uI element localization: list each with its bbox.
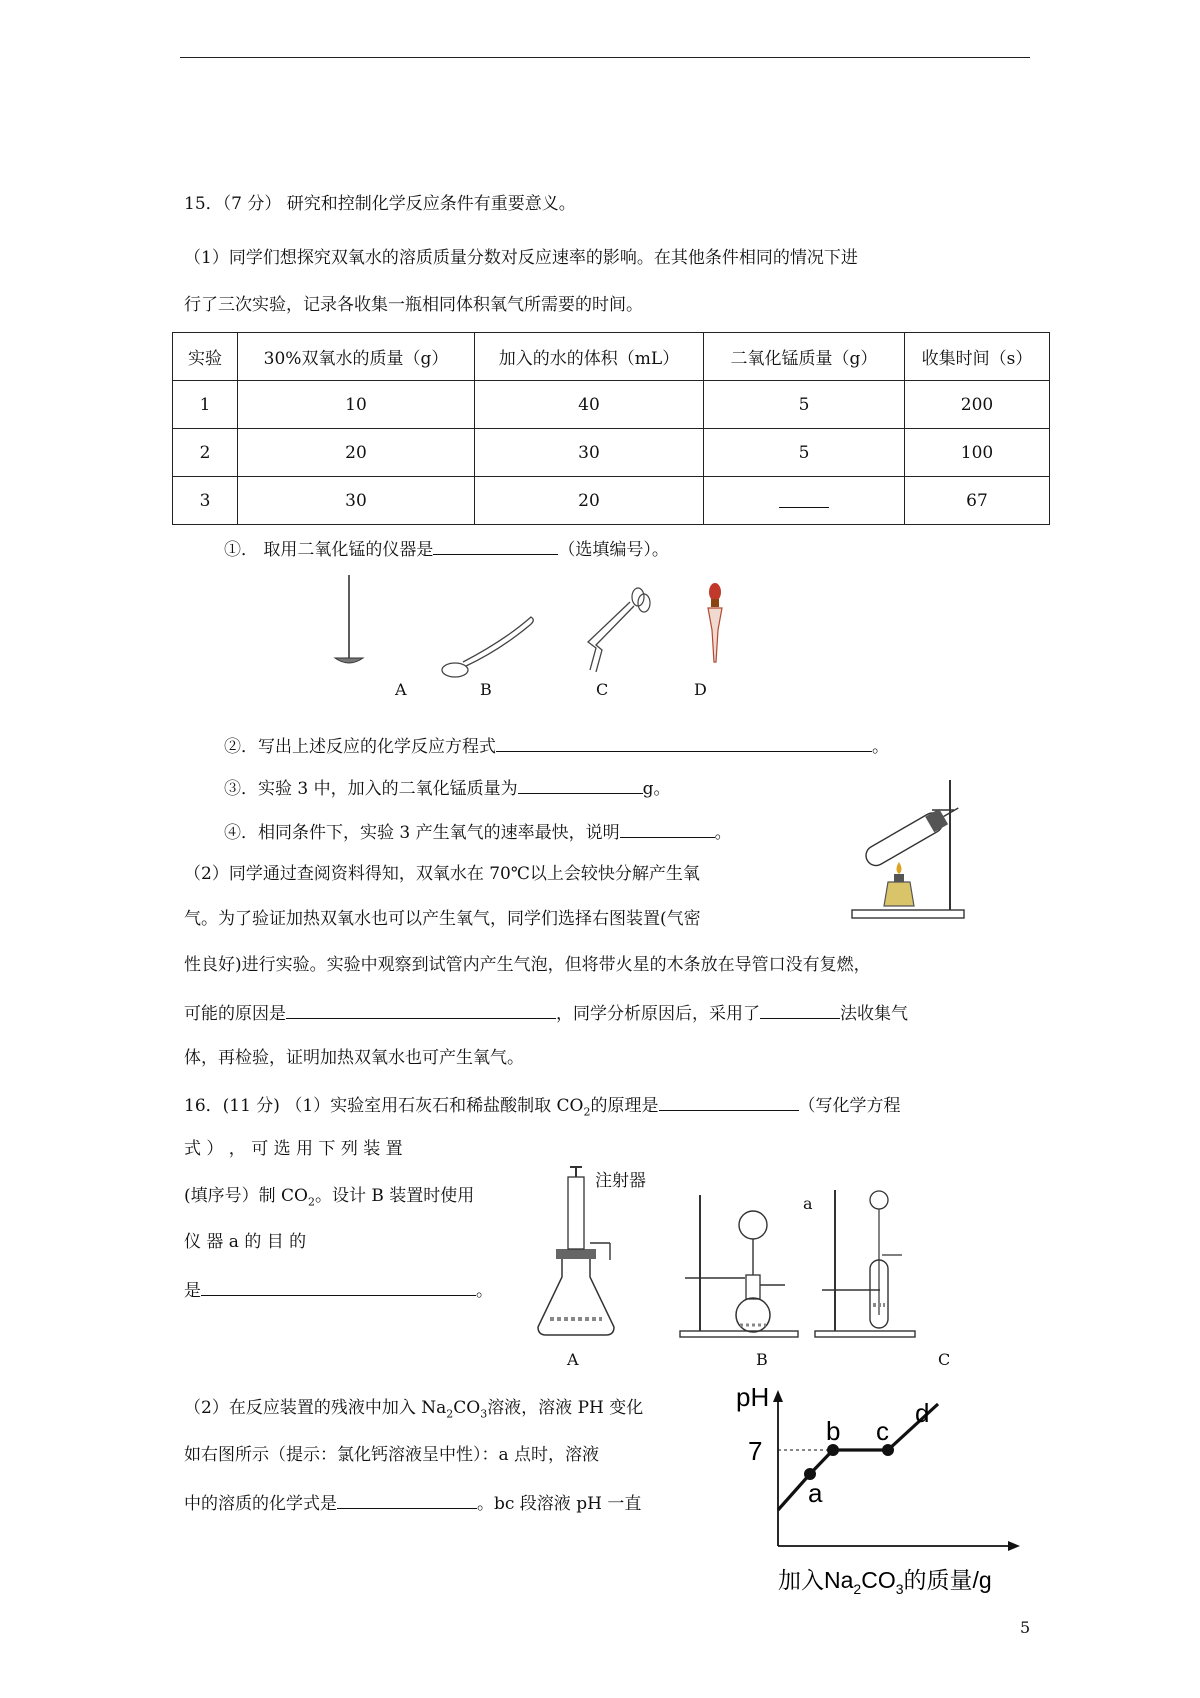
q16-p2-line3-tail: 。bc 段溶液 pH 一直 bbox=[477, 1494, 642, 1514]
instrument-label: C bbox=[596, 680, 609, 699]
q15-p2-line2: 气。为了验证加热双氧水也可以产生氧气，同学们选择右图装置(气密 bbox=[184, 909, 701, 929]
q16-line2: 式 ） ， 可 选 用 下 列 装 置 bbox=[184, 1139, 403, 1159]
q15-s2-text: ②．写出上述反应的化学反应方程式 bbox=[224, 737, 496, 757]
q15-title: 15．（7 分） 研究和控制化学反应条件有重要意义。 bbox=[184, 194, 576, 214]
tongs-icon bbox=[588, 588, 650, 672]
table-header: 收集时间（s） bbox=[905, 333, 1050, 381]
q16-line4: 仪 器 a 的 目 的 bbox=[184, 1232, 307, 1252]
point-label-c: c bbox=[876, 1416, 889, 1446]
apparatus-a bbox=[538, 1167, 614, 1335]
table-cell: 5 bbox=[704, 429, 905, 477]
subscript: 2 bbox=[583, 1105, 591, 1119]
alcohol-lamp-icon bbox=[884, 862, 914, 906]
q15-s3-text: ③．实验 3 中，加入的二氧化锰质量为 bbox=[224, 779, 518, 799]
subscript: 2 bbox=[307, 1195, 315, 1209]
gas-apparatus-figure bbox=[530, 1165, 1000, 1350]
table-cell: 2 bbox=[173, 429, 238, 477]
q16-line1 bbox=[184, 1092, 901, 1124]
q16-line3 bbox=[184, 1184, 474, 1214]
q15-s4 bbox=[224, 819, 732, 845]
instrument-label: B bbox=[480, 680, 492, 699]
x-axis-label bbox=[778, 1567, 992, 1597]
answer-blank[interactable] bbox=[620, 819, 715, 838]
page-number: 5 bbox=[1020, 1618, 1031, 1637]
point-label-a: a bbox=[808, 1478, 823, 1508]
q15-s1 bbox=[224, 536, 669, 562]
q16-line5-tail: 。 bbox=[476, 1281, 493, 1301]
answer-blank[interactable] bbox=[760, 1000, 840, 1019]
q16-p2-line1-mid: CO bbox=[453, 1398, 481, 1418]
syringe-label: 注射器 bbox=[595, 1171, 646, 1191]
q15-p1-line1: （1）同学们想探究双氧水的溶质质量分数对反应速率的影响。在其他条件相同的情况下进 bbox=[184, 248, 858, 268]
q16-line1-tail: （写化学方程 bbox=[798, 1096, 901, 1116]
table-header: 加入的水的体积（mL） bbox=[475, 333, 704, 381]
table-cell: 10 bbox=[238, 381, 475, 429]
apparatus-label: B bbox=[756, 1350, 768, 1369]
q16-p2-line2: 如右图所示（提示：氯化钙溶液呈中性）：a 点时，溶液 bbox=[184, 1445, 600, 1465]
answer-blank[interactable] bbox=[496, 733, 872, 752]
apparatus-c bbox=[815, 1190, 915, 1337]
table-header-row bbox=[173, 333, 1050, 381]
q15-p1-line2: 行了三次实验，记录各收集一瓶相同体积氧气所需要的时间。 bbox=[184, 295, 643, 315]
point-label-d: d bbox=[915, 1398, 930, 1428]
x-axis-label-part: 加入Na bbox=[778, 1567, 854, 1593]
q16-line3-text: (填序号）制 CO bbox=[184, 1186, 308, 1206]
y-axis-arrow bbox=[773, 1390, 783, 1402]
heating-apparatus-figure bbox=[850, 778, 970, 928]
table-cell: 30 bbox=[475, 429, 704, 477]
header-rule bbox=[180, 57, 1030, 58]
q15-s4-tail: 。 bbox=[714, 823, 732, 843]
instruments-figure bbox=[330, 570, 730, 710]
table-header: 二氧化锰质量（g） bbox=[704, 333, 905, 381]
table-row bbox=[173, 477, 1050, 525]
instrument-label: A bbox=[395, 680, 407, 699]
instrument-label: D bbox=[694, 680, 707, 699]
table-row bbox=[173, 429, 1050, 477]
x-axis-arrow bbox=[1008, 1541, 1020, 1551]
answer-blank[interactable] bbox=[659, 1092, 799, 1111]
q15-p2-line1: （2）同学通过查阅资料得知，双氧水在 70℃以上会较快分解产生氧 bbox=[184, 864, 700, 884]
q16-p2-line3-text: 中的溶质的化学式是 bbox=[184, 1494, 337, 1514]
y-reference-label: 7 bbox=[748, 1436, 763, 1466]
q16-p2-line1-tail: 溶液，溶液 PH 变化 bbox=[487, 1398, 644, 1418]
q15-p2-line5: 体，再检验，证明加热双氧水也可产生氧气。 bbox=[184, 1048, 524, 1068]
q15-p2-line4-text: 可能的原因是 bbox=[184, 1004, 286, 1024]
table-cell: 67 bbox=[905, 477, 1050, 525]
x-axis-label-part: 的质量/g bbox=[903, 1567, 992, 1593]
x-axis-label-part: CO bbox=[861, 1567, 896, 1593]
q16-line5-text: 是 bbox=[184, 1281, 201, 1301]
point-label-b: b bbox=[826, 1416, 841, 1446]
q15-s3 bbox=[224, 775, 671, 801]
table-row bbox=[173, 381, 1050, 429]
separating-funnel-icon bbox=[739, 1211, 767, 1239]
q16-p2-line1-text: （2）在反应装置的残液中加入 Na bbox=[184, 1398, 447, 1418]
table-cell: 200 bbox=[905, 381, 1050, 429]
table-cell: 20 bbox=[475, 477, 704, 525]
table-header: 30%双氧水的质量（g） bbox=[238, 333, 475, 381]
spoon-icon bbox=[335, 575, 363, 663]
spatula-icon bbox=[442, 617, 533, 677]
apparatus-label: A bbox=[567, 1350, 579, 1369]
experiment-table bbox=[172, 332, 1050, 525]
q15-s2 bbox=[224, 733, 889, 759]
q16-p2-line1 bbox=[184, 1396, 643, 1426]
ph-chart bbox=[730, 1380, 1030, 1610]
q16-line1-mid: 的原理是 bbox=[590, 1096, 659, 1116]
q15-p2-line4-mid: ，同学分析原因后，采用了 bbox=[556, 1004, 760, 1024]
stand-base bbox=[852, 910, 964, 918]
subscript: 3 bbox=[480, 1407, 488, 1421]
answer-blank[interactable] bbox=[201, 1277, 476, 1296]
dropper-icon bbox=[708, 583, 722, 662]
answer-blank[interactable] bbox=[518, 775, 643, 794]
x-axis-label-sub: 2 bbox=[853, 1581, 862, 1597]
table-cell: 30 bbox=[238, 477, 475, 525]
q16-line3-tail: 。设计 B 装置时使用 bbox=[314, 1186, 475, 1206]
x-axis-label-sub: 3 bbox=[895, 1581, 904, 1597]
y-axis-label: pH bbox=[736, 1382, 770, 1412]
apparatus-b bbox=[680, 1195, 798, 1337]
table-cell: 40 bbox=[475, 381, 704, 429]
q15-s3-tail: g。 bbox=[642, 779, 671, 799]
table-cell-blank[interactable] bbox=[704, 477, 905, 525]
table-cell: 3 bbox=[173, 477, 238, 525]
q15-s1-text: ①． 取用二氧化锰的仪器是 bbox=[224, 540, 434, 560]
table-cell: 5 bbox=[704, 381, 905, 429]
q16-p2-line3 bbox=[184, 1490, 641, 1516]
q15-p2-line4-tail: 法收集气 bbox=[840, 1004, 908, 1024]
q15-s4-text: ④．相同条件下，实验 3 产生氧气的速率最快，说明 bbox=[224, 823, 620, 843]
answer-blank[interactable] bbox=[337, 1490, 477, 1509]
subscript: 2 bbox=[446, 1407, 454, 1421]
q15-s2-tail: 。 bbox=[872, 737, 889, 757]
table-cell: 1 bbox=[173, 381, 238, 429]
q15-p2-line3: 性良好)进行实验。实验中观察到试管内产生气泡，但将带火星的木条放在导管口没有复燃， bbox=[184, 955, 871, 975]
answer-blank[interactable] bbox=[433, 536, 558, 555]
q15-s1-tail: （选填编号）。 bbox=[558, 540, 669, 560]
apparatus-label: C bbox=[938, 1350, 951, 1369]
table-cell: 100 bbox=[905, 429, 1050, 477]
syringe-icon bbox=[568, 1177, 584, 1249]
funnel-label: a bbox=[803, 1194, 813, 1213]
q16-line1-text: 16．(11 分) （1）实验室用石灰石和稀盐酸制取 CO bbox=[184, 1096, 584, 1116]
ph-curve bbox=[778, 1404, 938, 1510]
answer-blank[interactable] bbox=[286, 1000, 556, 1019]
table-cell: 20 bbox=[238, 429, 475, 477]
q16-line5 bbox=[184, 1277, 493, 1303]
table-header: 实验 bbox=[173, 333, 238, 381]
q15-p2-line4 bbox=[184, 1000, 908, 1026]
